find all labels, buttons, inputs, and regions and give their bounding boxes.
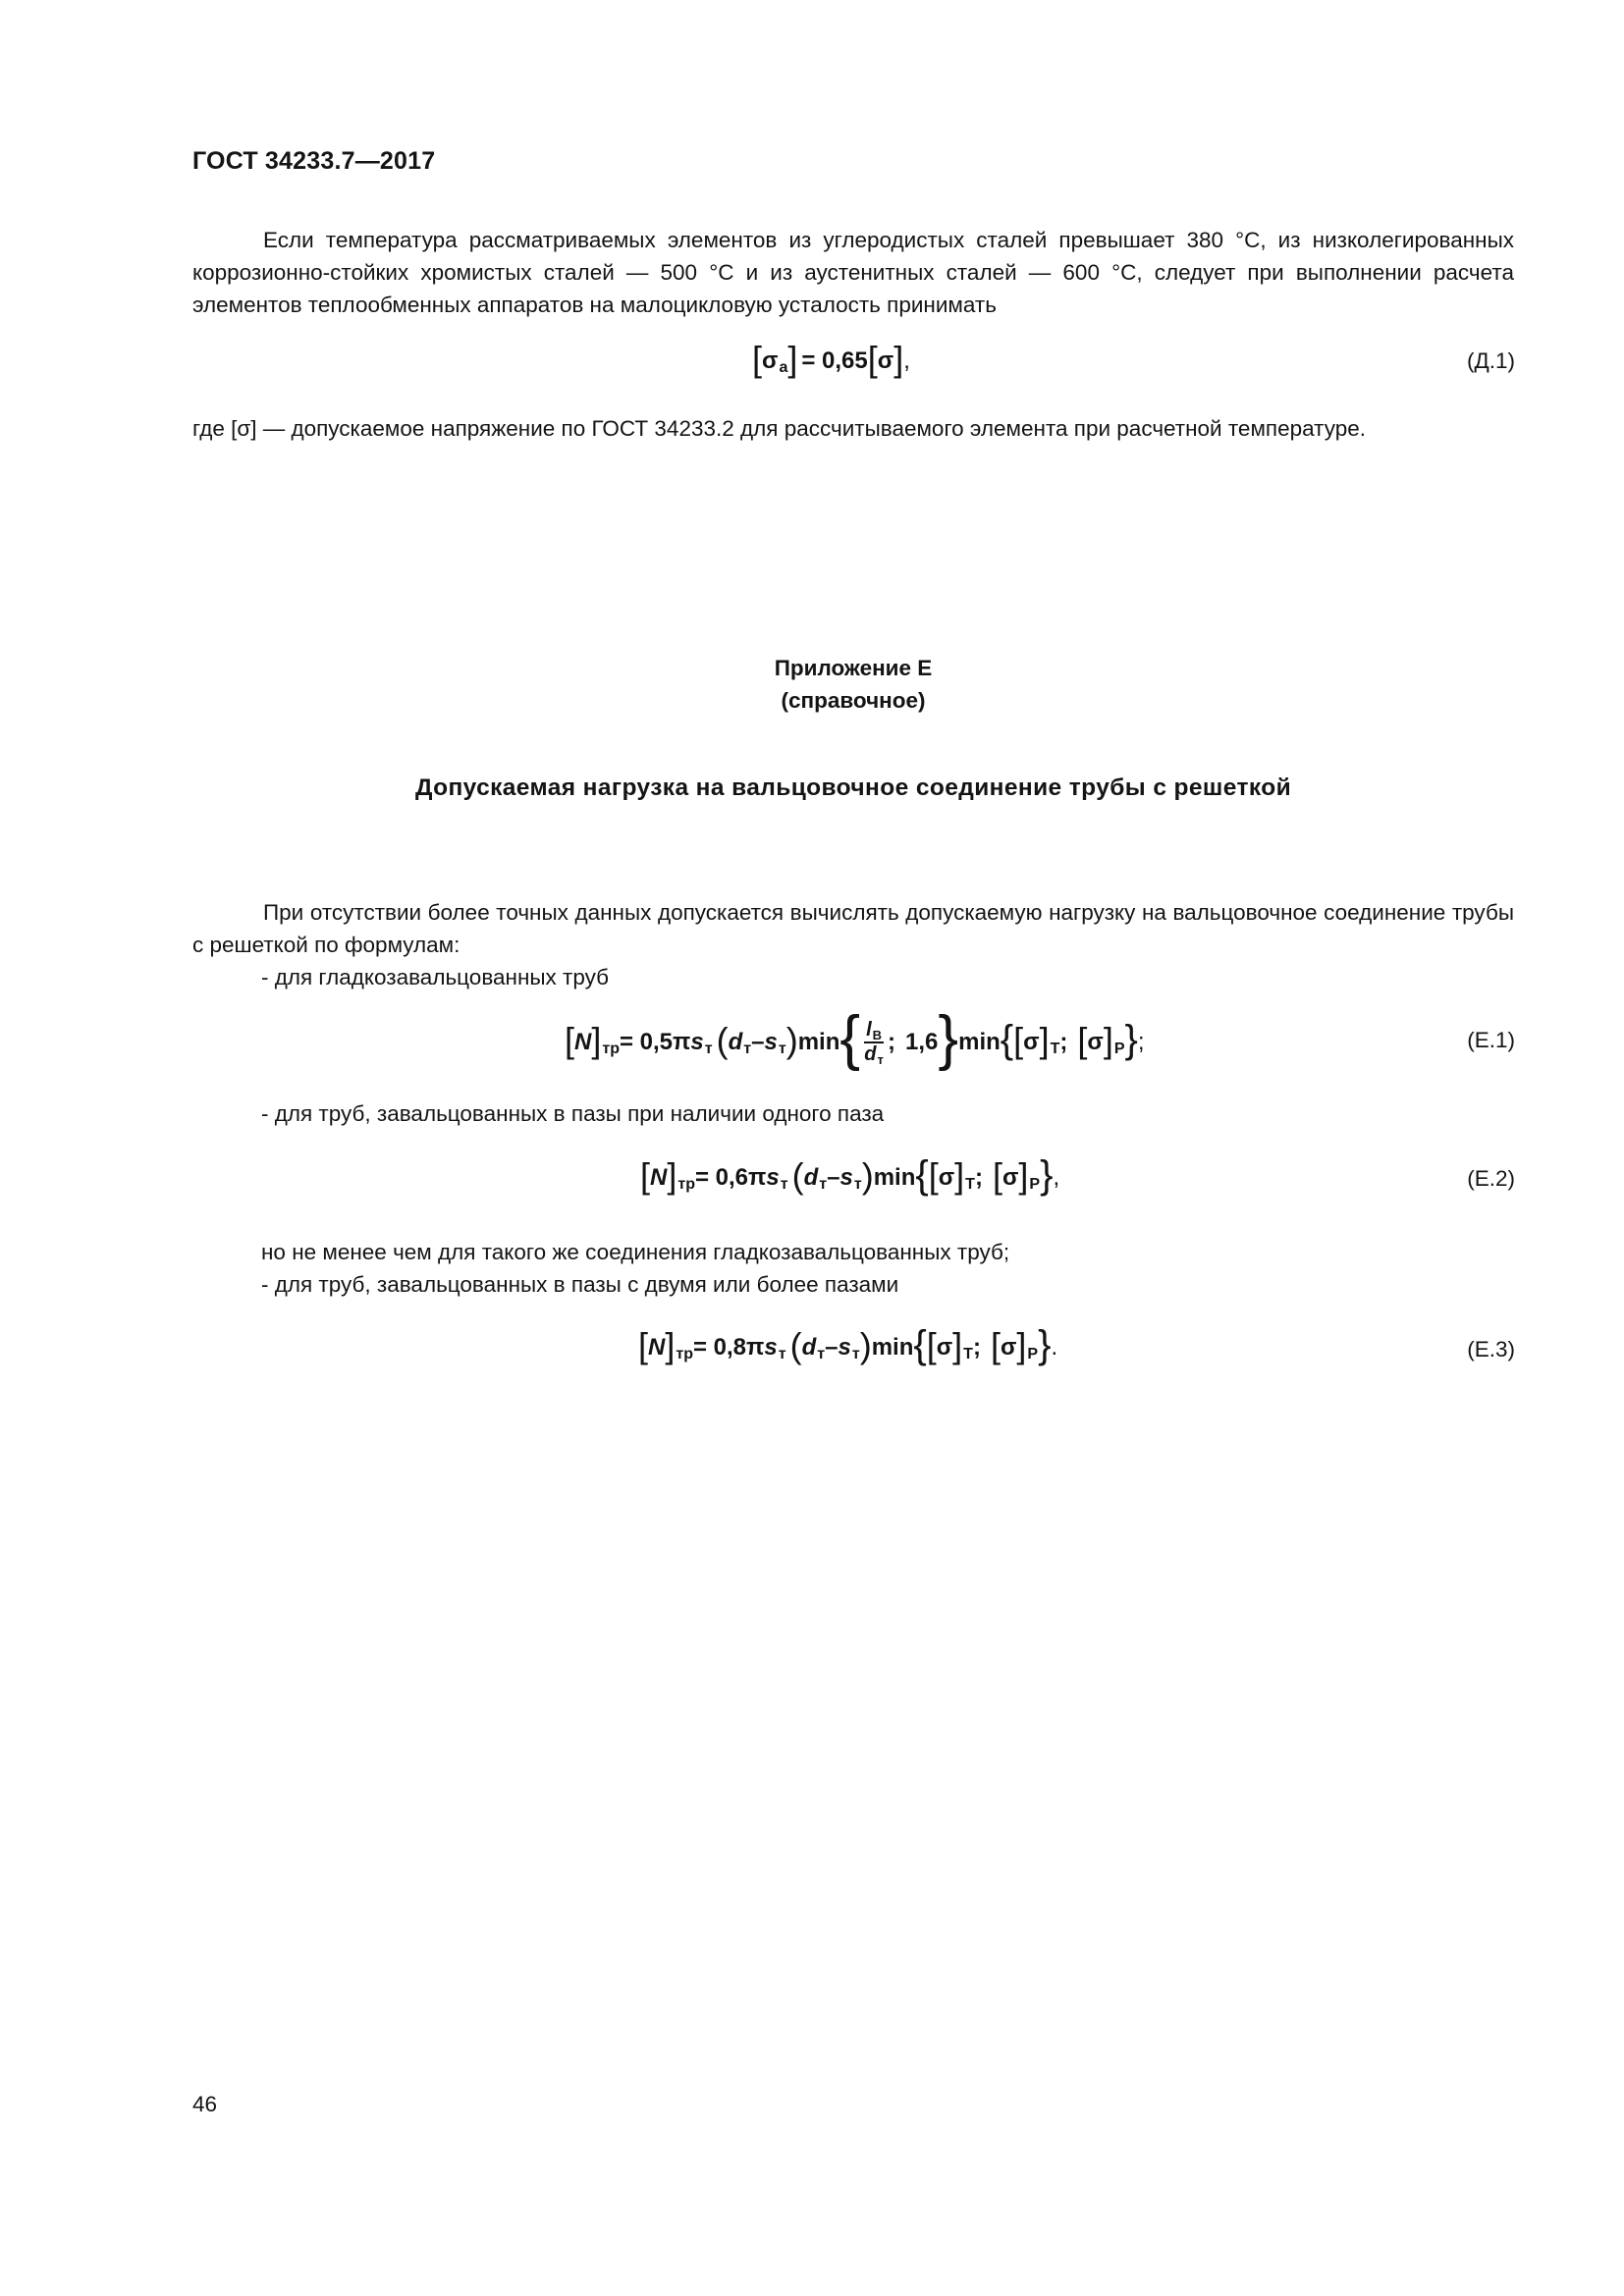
formula-e3-min: min bbox=[871, 1334, 914, 1361]
formula-e2-sub-t2: т bbox=[819, 1176, 828, 1193]
formula-e3-sub-tr: тр bbox=[676, 1346, 693, 1362]
equation-number-e1: (Е.1) bbox=[1467, 1028, 1515, 1052]
formula-e2-sq-open-2: [ bbox=[928, 1155, 939, 1196]
formula-e2-brace-open: { bbox=[915, 1153, 929, 1197]
formula-e1-sub-tr: тр bbox=[602, 1041, 620, 1057]
intro-paragraph: Если температура рассматриваемых элементов из углеродистых сталей превышает 380 °C, из низколегированных коррозионно-стойких хромистых сталей — 500 °C и из аустенитных сталей — 600 °C, следует при выполнении расчета элементов теплообменных аппаратов на малоцикловую усталость принимать bbox=[192, 228, 1514, 317]
formula-e2-tail: , bbox=[1053, 1164, 1060, 1191]
list-item-smooth-tubes: - для гладкозавальцованных труб bbox=[261, 965, 610, 989]
note-paragraph: но не менее чем для такого же соединения гладкозавальцованных труб; bbox=[261, 1240, 1010, 1264]
appendix-label: Приложение Е bbox=[774, 656, 933, 680]
formula-e3-coef: = 0,8 bbox=[692, 1334, 747, 1361]
formula-e1-brace-close-2: } bbox=[1124, 1018, 1138, 1061]
formula-e1 bbox=[565, 1003, 1145, 1082]
formula-e1-frac-num bbox=[864, 1020, 884, 1043]
formula-e1-min2: min bbox=[958, 1029, 1001, 1055]
formula-e1-fraction bbox=[864, 1020, 884, 1065]
formula-e1-d: d bbox=[728, 1029, 743, 1055]
formula-e2-d: d bbox=[803, 1164, 819, 1191]
formula-e1-sigma2: σ bbox=[1087, 1029, 1104, 1055]
equation-number-d1: (Д.1) bbox=[1467, 348, 1515, 373]
formula-e2-sq-close-2: ] bbox=[954, 1155, 965, 1196]
formula-e2-bracket-close: ] bbox=[667, 1155, 677, 1196]
formula-e2-N: N bbox=[650, 1164, 668, 1191]
formula-e2-s: s bbox=[766, 1164, 780, 1191]
formula-e1-brace-close-1: } bbox=[938, 1004, 959, 1072]
formula-d1-rhs-bracket-close: ] bbox=[893, 339, 904, 379]
where-paragraph: где [σ] — допускаемое напряжение по ГОСТ 34233.2 для рассчитываемого элемента при расчетной температуре. bbox=[192, 416, 1366, 441]
formula-e1-s: s bbox=[690, 1029, 704, 1055]
equation-number-e2: (Е.2) bbox=[1467, 1166, 1515, 1191]
formula-e1-s2: s bbox=[764, 1029, 778, 1055]
formula-e1-brace-open-2: { bbox=[1000, 1018, 1014, 1061]
formula-e1-sq-open-3: [ bbox=[1077, 1020, 1088, 1060]
formula-e2-sq-close-3: ] bbox=[1018, 1155, 1029, 1196]
list-item-one-groove: - для труб, завальцованных в пазы при наличии одного паза bbox=[261, 1101, 885, 1126]
formula-e3-sigma1: σ bbox=[936, 1334, 953, 1361]
formula-d1-sigma: σ bbox=[762, 347, 779, 374]
formula-e2-sub-P: Р bbox=[1029, 1176, 1041, 1193]
formula-e1-N: N bbox=[574, 1029, 592, 1055]
formula-e2-sub-t1: т bbox=[780, 1176, 788, 1193]
formula-e1-bracket-close: ] bbox=[591, 1020, 602, 1060]
formula-d1-rhs-bracket-open: [ bbox=[867, 339, 878, 379]
formula-e1-sq-close-3: ] bbox=[1103, 1020, 1113, 1060]
formula-e1-sub-P: Р bbox=[1113, 1041, 1125, 1057]
formula-e3-minus: – bbox=[825, 1334, 839, 1361]
formula-e1-sub-t3: т bbox=[778, 1041, 786, 1057]
formula-e3-paren-open: ( bbox=[789, 1325, 802, 1365]
formula-e3-pi: π bbox=[746, 1334, 765, 1361]
formula-e3-sub-t1: т bbox=[778, 1346, 786, 1362]
formula-e1-min1: min bbox=[797, 1029, 840, 1055]
formula-e3-brace-close: } bbox=[1038, 1323, 1052, 1366]
appendix-intro-block bbox=[192, 896, 1514, 961]
formula-e2-paren-close: ) bbox=[861, 1155, 874, 1196]
formula-e3-sub-P: Р bbox=[1027, 1346, 1039, 1362]
formula-e2-sigma2: σ bbox=[1001, 1164, 1019, 1191]
list-item-multi-groove: - для труб, завальцованных в пазы с двумя или более пазами bbox=[261, 1272, 899, 1297]
formula-e3 bbox=[638, 1324, 1057, 1371]
formula-e1-sq-open-2: [ bbox=[1013, 1020, 1024, 1060]
formula-d1-bracket-open: [ bbox=[752, 339, 763, 379]
formula-e2-sigma1: σ bbox=[938, 1164, 955, 1191]
formula-e3-bracket-open: [ bbox=[638, 1325, 649, 1365]
formula-e1-sq-close-2: ] bbox=[1039, 1020, 1050, 1060]
formula-e2-pi: π bbox=[748, 1164, 767, 1191]
formula-e3-sq-close-3: ] bbox=[1016, 1325, 1027, 1365]
formula-e3-semicolon: ; bbox=[972, 1334, 981, 1361]
formula-e2-sub-tr: тр bbox=[677, 1176, 695, 1193]
formula-e1-tail: ; bbox=[1137, 1029, 1145, 1055]
formula-e1-paren-open: ( bbox=[716, 1020, 729, 1060]
formula-e3-sq-close-2: ] bbox=[952, 1325, 963, 1365]
formula-e1-d-den: d bbox=[864, 1043, 877, 1065]
formula-e3-sub-t3: т bbox=[851, 1346, 860, 1362]
formula-e1-semicolon2: ; bbox=[1059, 1029, 1068, 1055]
formula-e3-s: s bbox=[764, 1334, 778, 1361]
formula-e2-semicolon: ; bbox=[974, 1164, 983, 1191]
appendix-intro-paragraph: При отсутствии более точных данных допускается вычислять допускаемую нагрузку на вальцовочное соединение трубы с решеткой по формулам: bbox=[192, 900, 1514, 957]
formula-e1-const: 1,6 bbox=[905, 1029, 939, 1055]
page-number: 46 bbox=[192, 2092, 218, 2116]
formula-e1-coef: = 0,5 bbox=[619, 1029, 674, 1055]
formula-e2-bracket-open: [ bbox=[640, 1155, 651, 1196]
formula-e3-N: N bbox=[648, 1334, 666, 1361]
appendix-title: Допускаемая нагрузка на вальцовочное соединение трубы с решеткой bbox=[414, 774, 1292, 801]
formula-d1-rhs-sigma: σ bbox=[877, 347, 894, 374]
formula-e1-sub-T: Т bbox=[1050, 1041, 1060, 1057]
formula-e1-pi: π bbox=[673, 1029, 691, 1055]
formula-e2-brace-close: } bbox=[1040, 1153, 1054, 1197]
formula-d1 bbox=[752, 340, 910, 383]
document-header: ГОСТ 34233.7—2017 bbox=[192, 147, 436, 175]
formula-e2-paren-open: ( bbox=[791, 1155, 804, 1196]
formula-e1-bracket-open: [ bbox=[565, 1020, 575, 1060]
formula-e1-sigma1: σ bbox=[1023, 1029, 1040, 1055]
formula-d1-sub-a: a bbox=[779, 359, 788, 376]
formula-e3-sub-T: Т bbox=[963, 1346, 973, 1362]
formula-e3-s2: s bbox=[838, 1334, 851, 1361]
formula-e3-paren-close: ) bbox=[859, 1325, 872, 1365]
formula-e3-tail: . bbox=[1051, 1334, 1058, 1361]
formula-e3-sq-open-2: [ bbox=[926, 1325, 937, 1365]
equation-number-e3: (Е.3) bbox=[1467, 1337, 1515, 1362]
formula-e2-min: min bbox=[873, 1164, 916, 1191]
formula-e1-brace-open-1: { bbox=[839, 1004, 861, 1072]
formula-e1-frac-den bbox=[864, 1043, 884, 1065]
formula-e3-brace-open: { bbox=[913, 1323, 927, 1366]
formula-e2-sub-T: Т bbox=[965, 1176, 975, 1193]
formula-e1-sub-t1: т bbox=[704, 1041, 713, 1057]
where-paragraph-block bbox=[192, 412, 1514, 445]
formula-e1-semicolon1: ; bbox=[888, 1029, 896, 1055]
formula-e1-sub-t2: т bbox=[743, 1041, 752, 1057]
formula-e2-coef: = 0,6 bbox=[694, 1164, 749, 1191]
appendix-kind: (справочное) bbox=[781, 688, 926, 713]
formula-e2-sub-t3: т bbox=[853, 1176, 862, 1193]
formula-d1-rhs: = 0,65 bbox=[801, 347, 868, 374]
formula-e1-paren-close: ) bbox=[785, 1020, 798, 1060]
formula-e3-sigma2: σ bbox=[1000, 1334, 1017, 1361]
formula-e3-sub-t2: т bbox=[817, 1346, 826, 1362]
formula-e2-s2: s bbox=[839, 1164, 853, 1191]
formula-e1-sub-v: В bbox=[872, 1028, 883, 1042]
formula-e3-sq-open-3: [ bbox=[990, 1325, 1001, 1365]
intro-paragraph-block bbox=[192, 224, 1514, 321]
formula-d1-bracket-close: ] bbox=[787, 339, 798, 379]
formula-e3-bracket-close: ] bbox=[665, 1325, 676, 1365]
formula-e2-minus: – bbox=[827, 1164, 840, 1191]
formula-e2 bbox=[640, 1154, 1059, 1201]
formula-e1-l: l bbox=[866, 1019, 872, 1041]
formula-e1-minus: – bbox=[751, 1029, 765, 1055]
formula-e1-sub-t-den: т bbox=[877, 1052, 884, 1067]
formula-d1-tail: , bbox=[903, 347, 910, 374]
note-paragraph-block bbox=[192, 1236, 1514, 1268]
formula-e2-sq-open-3: [ bbox=[992, 1155, 1002, 1196]
formula-e3-d: d bbox=[801, 1334, 817, 1361]
